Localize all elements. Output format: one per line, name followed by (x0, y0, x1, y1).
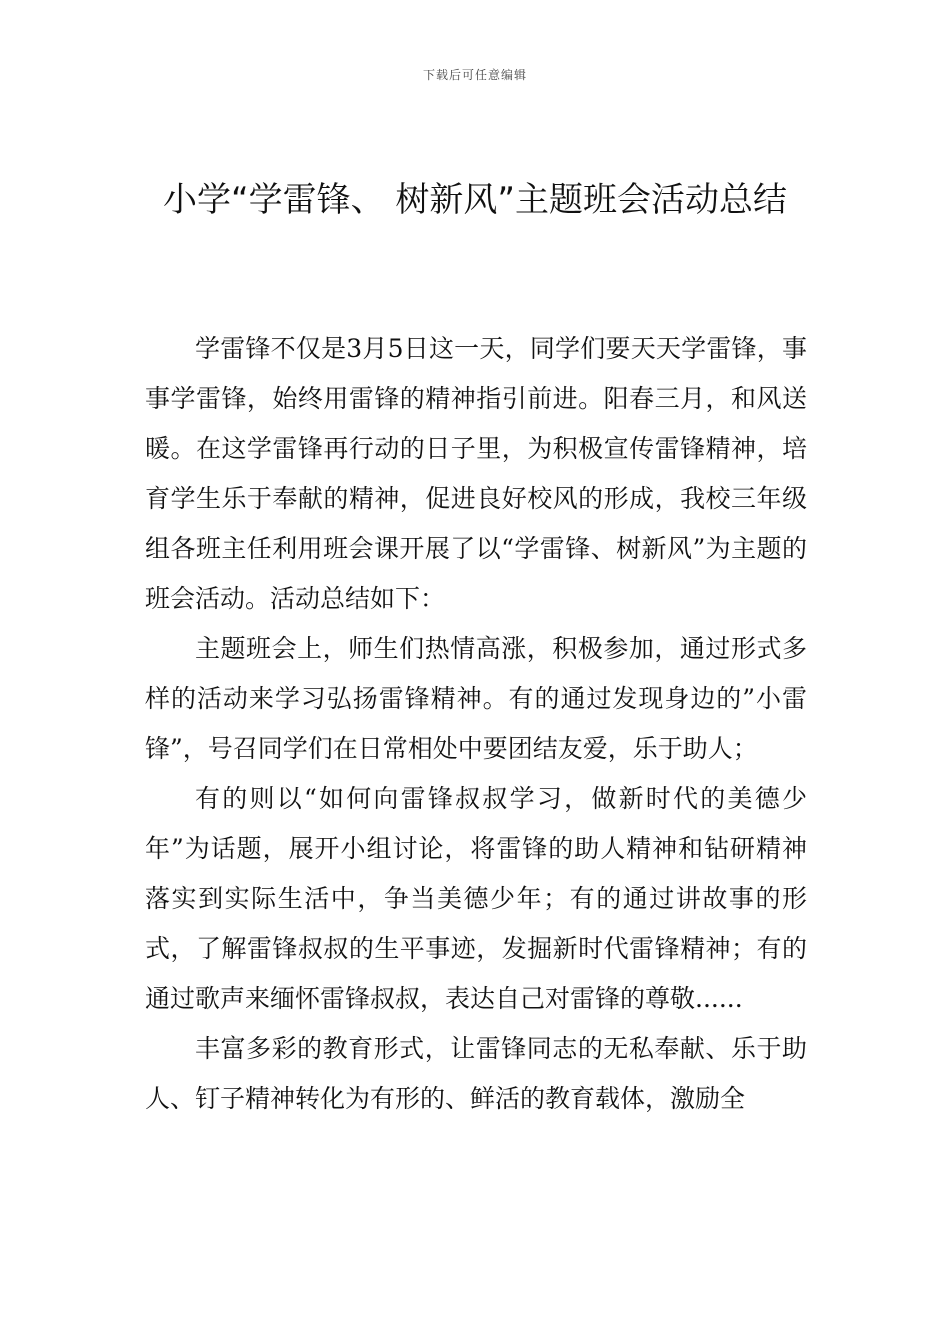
document-body (145, 324, 807, 1124)
body-paragraph: 丰富多彩的教育形式，让雷锋同志的无私奉献、乐于助人、钉子精神转化为有形的、鲜活的教育载体，激励全 (145, 1034, 807, 1113)
document-title: 小学“学雷锋、 树新风”主题班会活动总结 (162, 180, 788, 220)
body-paragraph: 主题班会上，师生们热情高涨，积极参加，通过形式多样的活动来学习弘扬雷锋精神。有的通过发现身边的”小雷锋”，号召同学们在日常相处中要团结友爱，乐于助人； (145, 634, 807, 763)
body-paragraph: 学雷锋不仅是3月5日这一天，同学们要天天学雷锋，事事学雷锋，始终用雷锋的精神指引前进。阳春三月，和风送暖。在这学雷锋再行动的日子里，为积极宣传雷锋精神，培育学生乐于奉献的精神，促进良好校风的形成，我校三年级组各班主任利用班会课开展了以“学雷锋、树新风”为主题的班会活动。活动总结如下： (145, 334, 807, 613)
body-paragraph: 有的则以“如何向雷锋叔叔学习，做新时代的美德少年”为话题，展开小组讨论，将雷锋的助人精神和钻研精神落实到实际生活中，争当美德少年；有的通过讲故事的形式，了解雷锋叔叔的生平事迹，发掘新时代雷锋精神；有的通过歌声来缅怀雷锋叔叔，表达自己对雷锋的尊敬...... (145, 784, 807, 1013)
header-note: 下载后可任意编辑 (422, 68, 527, 82)
